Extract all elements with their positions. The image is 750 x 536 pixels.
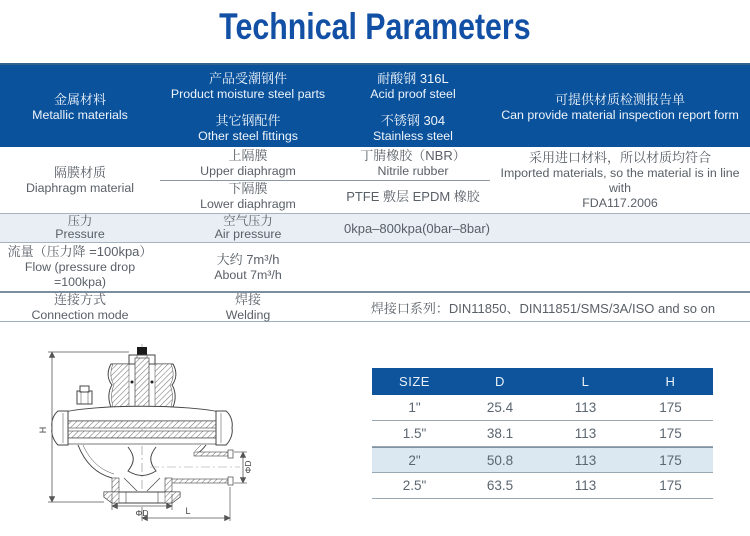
table-row: 2.5" 63.5 113 175: [372, 473, 713, 499]
air-port-fitting: [77, 391, 92, 404]
page-title: Technical Parameters: [219, 6, 531, 47]
size-table: [372, 368, 713, 499]
pressure-label: 压力 Pressure: [55, 213, 105, 241]
size-table-header: [372, 368, 713, 395]
header-inspection-report: 可提供材质检测报告单 Can provide material inspection report form: [501, 91, 739, 122]
diaphragm-divider-line: [160, 180, 490, 181]
dim-label-L: L: [185, 506, 191, 516]
connection-label: 连接方式 Connection mode: [31, 291, 129, 322]
table-row: 1.5" 38.1 113 175: [372, 421, 713, 447]
col-l: L: [581, 374, 590, 389]
pressure-range-value: 0kpa–800kpa(0bar–8bar): [344, 220, 490, 236]
diaphragm-material-row: [0, 147, 750, 213]
col-d: D: [495, 374, 505, 389]
col-size: SIZE: [399, 374, 430, 389]
flow-row: [0, 243, 750, 291]
dim-label-pipe-diameter: ΦD: [243, 460, 253, 474]
welding-series-value: 焊接口系列：DIN11850、DIN11851/SMS/3A/ISO and so on: [370, 300, 716, 316]
flow-value: 大约 7m³/h About 7m³/h: [214, 251, 282, 282]
table-row: 1" 25.4 113 175: [372, 395, 713, 421]
valve-body: [78, 445, 112, 478]
pressure-row: [0, 213, 750, 243]
dim-label-H: H: [38, 426, 48, 434]
header-metallic-materials: 金属材料 Metallic materials: [32, 91, 128, 122]
flow-label: 流量（压力降 =100kpa） Flow (pressure drop =100kpa): [7, 244, 153, 289]
side-pipe: [194, 452, 228, 456]
valve-stem: [135, 358, 149, 414]
air-pressure-label: 空气压力 Air pressure: [214, 213, 282, 241]
diaphragm-note: 采用进口材料，所以材质均符合 Imported materials, so the material is in line with FDA117.2006: [500, 149, 740, 210]
parameter-table: [0, 63, 750, 322]
header-steel-parts: 产品受潮钢件 Product moisture steel parts 其它钢配件 Other steel fittings: [170, 70, 326, 143]
dim-label-outlet-diameter: ΦD: [135, 508, 149, 518]
outlet-neck: [112, 478, 119, 492]
col-h: H: [665, 374, 676, 389]
diaphragm-positions: 上隔膜 Upper diaphragm 下隔膜 Lower diaphragm: [200, 148, 296, 211]
table-row-highlighted: 2" 50.8 113 175: [372, 447, 713, 473]
title-bar: [0, 6, 750, 48]
diaphragm-flange: [60, 406, 224, 421]
top-bolt-icon: [137, 347, 147, 355]
flow-empty-cell: [336, 243, 490, 291]
valve-drawing: [20, 338, 300, 536]
left-clamp: [52, 411, 68, 445]
welding-label: 焊接 Welding: [225, 291, 271, 322]
right-clamp: [216, 411, 232, 445]
param-header-row: [0, 63, 750, 147]
connection-row: [0, 291, 750, 322]
diaphragm-materials: 丁腈橡胶（NBR） Nitrile rubber PTFE 敷层 EPDM 橡胶: [346, 148, 480, 204]
diaphragm-label: 隔膜材质 Diaphragm material: [25, 164, 135, 195]
header-steel-grades: 耐酸钢 316L Acid proof steel 不锈钢 304 Stainless steel: [370, 70, 456, 143]
